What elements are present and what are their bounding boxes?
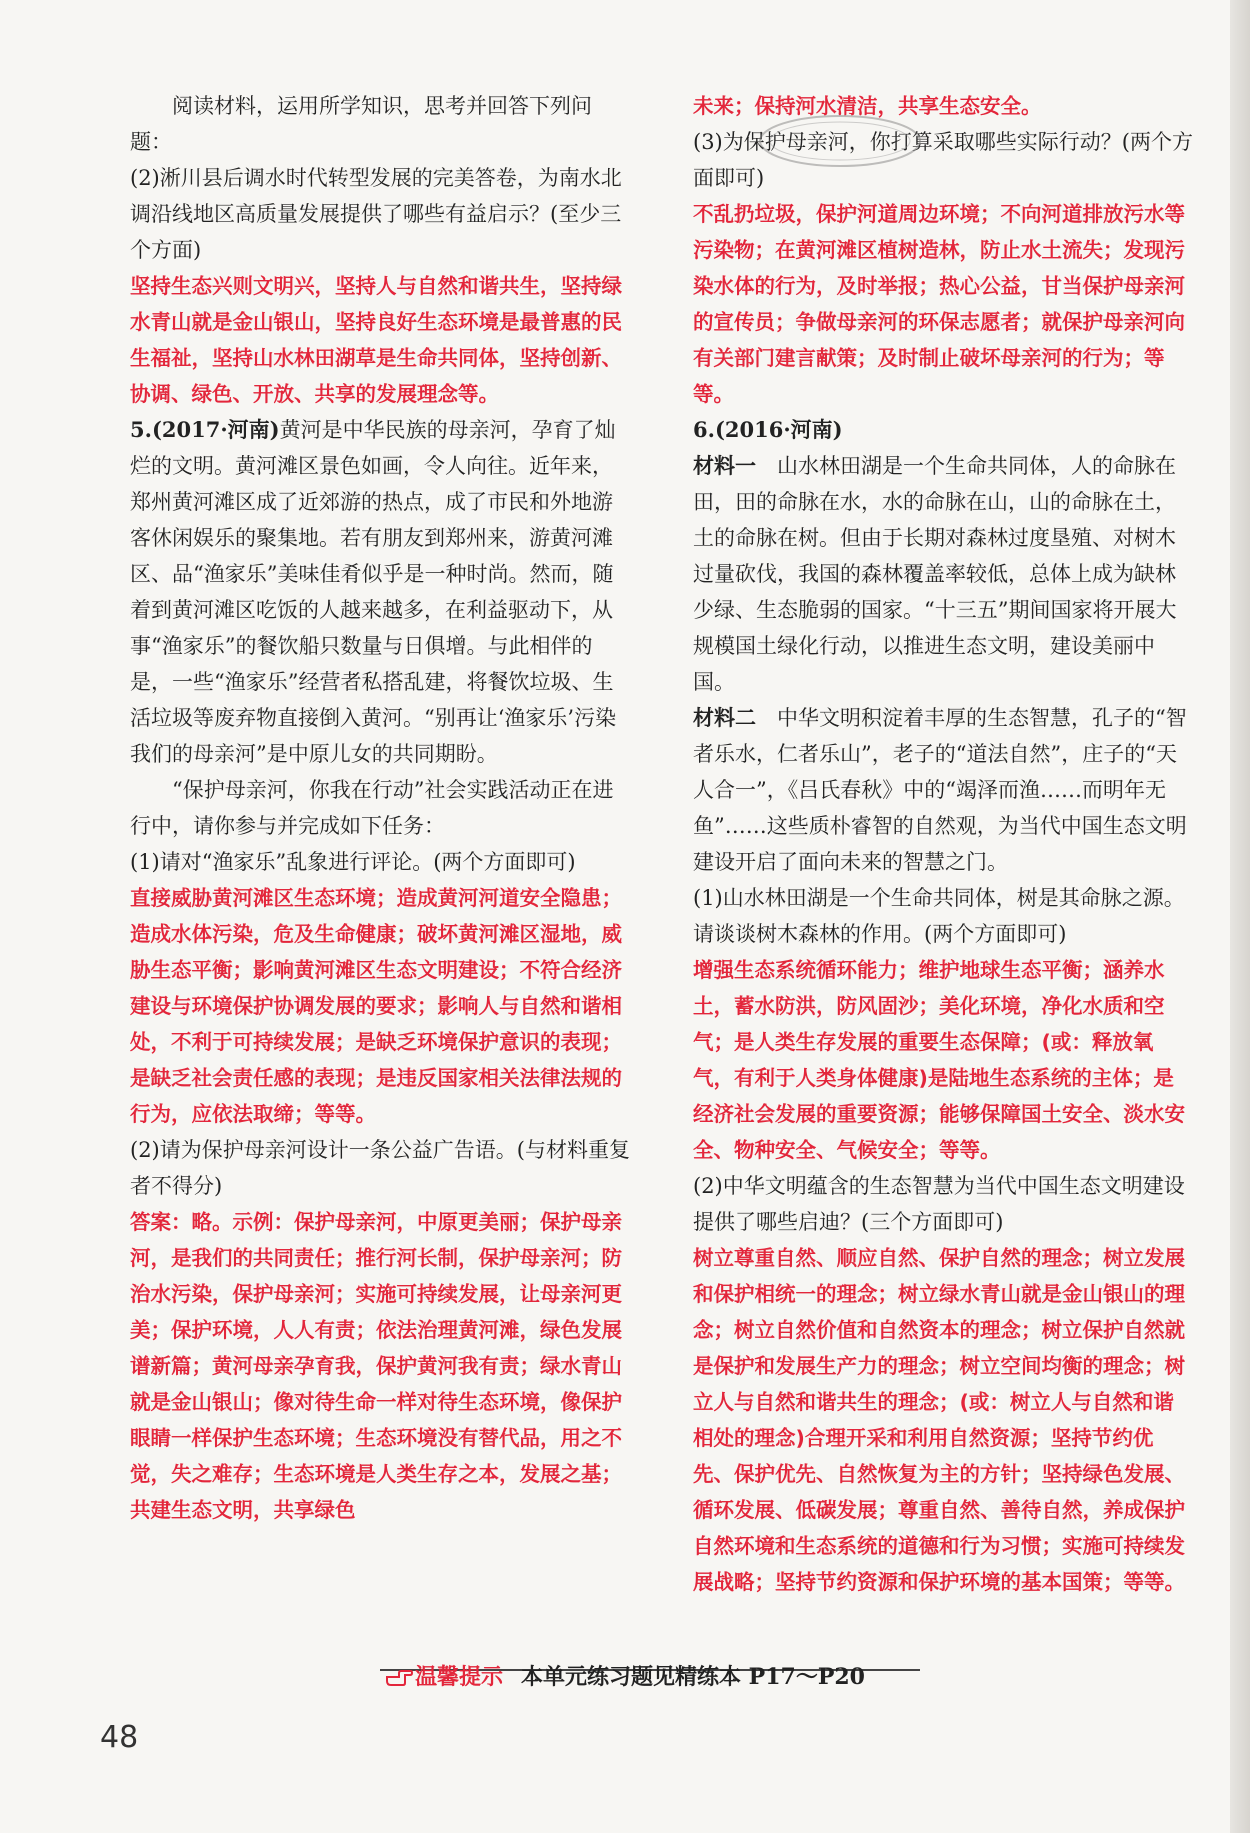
question-5-number: 5.: [130, 417, 152, 442]
question-5-source: (2017·河南): [151, 417, 280, 442]
answer-4-2: 坚持生态兴则文明兴，坚持人与自然和谐共生，坚持绿水青山就是金山银山，坚持良好生态环境是最普惠的民生福祉，坚持山水林田湖草是生命共同体，坚持创新、协调、绿色、开放、共享的发展理念等。: [130, 274, 622, 406]
material-1: [693, 448, 1193, 700]
watermark-stamp-icon: [755, 112, 925, 170]
answer-5-1: 直接威胁黄河滩区生态环境；造成黄河河道安全隐患；造成水体污染，危及生命健康；破坏黄河滩区湿地，威胁生态平衡；影响黄河滩区生态文明建设；不符合经济建设与环境保护协调发展的要求；影响人与自然和谐相处，不利于可持续发展；是缺乏环境保护意识的表现；是缺乏社会责任感的表现；是违反国家相关法律法规的行为，应依法取缔；等等。: [130, 886, 622, 1126]
question-5-2: (2)请为保护母亲河设计一条公益广告语。(与材料重复者不得分): [130, 1138, 630, 1198]
question-6-number: 6.: [693, 417, 715, 442]
question-6-1: (1)山水林田湖是一个生命共同体，树是其命脉之源。请谈谈树木森林的作用。(两个方面即可): [693, 886, 1185, 946]
question-4-2: (2)淅川县后调水时代转型发展的完美答卷，为南水北调沿线地区高质量发展提供了哪些有益启示？(至少三个方面): [130, 166, 622, 262]
answer-5-3: 不乱扔垃圾，保护河道周边环境；不向河道排放污水等污染物；在黄河滩区植树造林，防止水土流失；发现污染水体的行为，及时举报；热心公益，甘当保护母亲河的宣传员；争做母亲河的环保志愿者；就保护母亲河向有关部门建言献策；及时制止破坏母亲河的行为；等等。: [693, 202, 1185, 406]
question-5-1: (1)请对“渔家乐”乱象进行评论。(两个方面即可): [130, 850, 576, 874]
tip-text: 本单元练习题见精练本 P17～P20: [521, 1664, 865, 1690]
material-2: [693, 700, 1193, 880]
answer-6-1: 增强生态系统循环能力；维护地球生态平衡；涵养水土，蓄水防洪，防风固沙；美化环境，净化水质和空气；是人类生存发展的重要生态保障；(或：释放氧气，有利于人类身体健康)是陆地生态系统的主体；是经济社会发展的重要资源；能够保障国土安全、淡水安全、物种安全、气候安全；等等。: [693, 958, 1185, 1162]
question-5-material-text: 黄河是中华民族的母亲河，孕育了灿烂的文明。黄河滩区景色如画，令人向往。近年来，郑州黄河滩区成了近郊游的热点，成了市民和外地游客休闲娱乐的聚集地。若有朋友到郑州来，游黄河滩区、品“渔家乐”美味佳肴似乎是一种时尚。然而，随着到黄河滩区吃饭的人越来越多，在利益驱动下，从事“渔家乐”的餐饮船只数量与日俱增。与此相伴的是，一些“渔家乐”经营者私搭乱建，将餐饮垃圾、生活垃圾等废弃物直接倒入黄河。“别再让‘渔家乐’污染我们的母亲河”是中原儿女的共同期盼。: [130, 418, 617, 766]
footer-tip: [385, 1662, 865, 1693]
material-1-text: 山水林田湖是一个生命共同体，人的命脉在田，田的命脉在水，水的命脉在山，山的命脉在土，土的命脉在树。但由于长期对森林过度垦殖、对树木过量砍伐，我国的森林覆盖率较低，总体上成为缺林少绿、生态脆弱的国家。“十三五”期间国家将开展大规模国土绿化行动，以推进生态文明，建设美丽中国。: [693, 454, 1177, 694]
tip-label: 温馨提示: [415, 1664, 504, 1690]
intro-text: 阅读材料，运用所学知识，思考并回答下列问题：: [130, 94, 592, 154]
page-number: 48: [100, 1720, 139, 1755]
answer-5-2: 答案：略。示例：保护母亲河，中原更美丽；保护母亲河，是我们的共同责任；推行河长制，保护母亲河；防治水污染，保护母亲河；实施可持续发展，让母亲河更美；保护环境，人人有责；依法治理黄河滩，绿色发展谱新篇；黄河母亲孕育我，保护黄河我有责；绿水青山就是金山银山；像对待生命一样对待生态环境，像保护眼睛一样保护生态环境；生态环境没有替代品，用之不觉，失之难存；生态环境是人类生存之本，发展之基；共建生态文明，共享绿色: [130, 1210, 622, 1522]
question-6-header: [693, 412, 1193, 448]
material-2-label: 材料二: [693, 705, 756, 730]
question-5-3: (3)为保护母亲河，你打算采取哪些实际行动？(两个方面即可): [693, 130, 1193, 190]
question-5-task: “保护母亲河，你我在行动”社会实践活动正在进行中，请你参与并完成如下任务：: [130, 778, 614, 838]
material-2-text: 中华文明积淀着丰厚的生态智慧，孔子的“智者乐水，仁者乐山”，老子的“道法自然”，庄子的“天人合一”，《吕氏春秋》中的“竭泽而渔……而明年无鱼”……这些质朴睿智的自然观，为当代中国生态文明建设开启了面向未来的智慧之门。: [693, 706, 1187, 874]
pointing-hand-icon: [385, 1665, 413, 1687]
right-column: [693, 88, 1193, 1600]
answer-5-2-continued: 未来；保持河水清洁，共享生态安全。: [693, 94, 1042, 118]
question-5-material: [130, 412, 630, 772]
page-edge: [1230, 0, 1250, 1833]
answer-6-2: 树立尊重自然、顺应自然、保护自然的理念；树立发展和保护相统一的理念；树立绿水青山就是金山银山的理念；树立自然价值和自然资本的理念；树立保护自然就是保护和发展生产力的理念；树立空间均衡的理念；树立人与自然和谐共生的理念；(或：树立人与自然和谐相处的理念)合理开采和利用自然资源；坚持节约优先、保护优先、自然恢复为主的方针；坚持绿色发展、循环发展、低碳发展；尊重自然、善待自然，养成保护自然环境和生态系统的道德和行为习惯；实施可持续发展战略；坚持节约资源和保护环境的基本国策；等等。: [693, 1246, 1185, 1594]
question-6-source: (2016·河南): [714, 417, 843, 442]
question-6-2: (2)中华文明蕴含的生态智慧为当代中国生态文明建设提供了哪些启迪？(三个方面即可): [693, 1174, 1185, 1234]
left-column: [130, 88, 630, 1528]
material-1-label: 材料一: [693, 453, 756, 478]
